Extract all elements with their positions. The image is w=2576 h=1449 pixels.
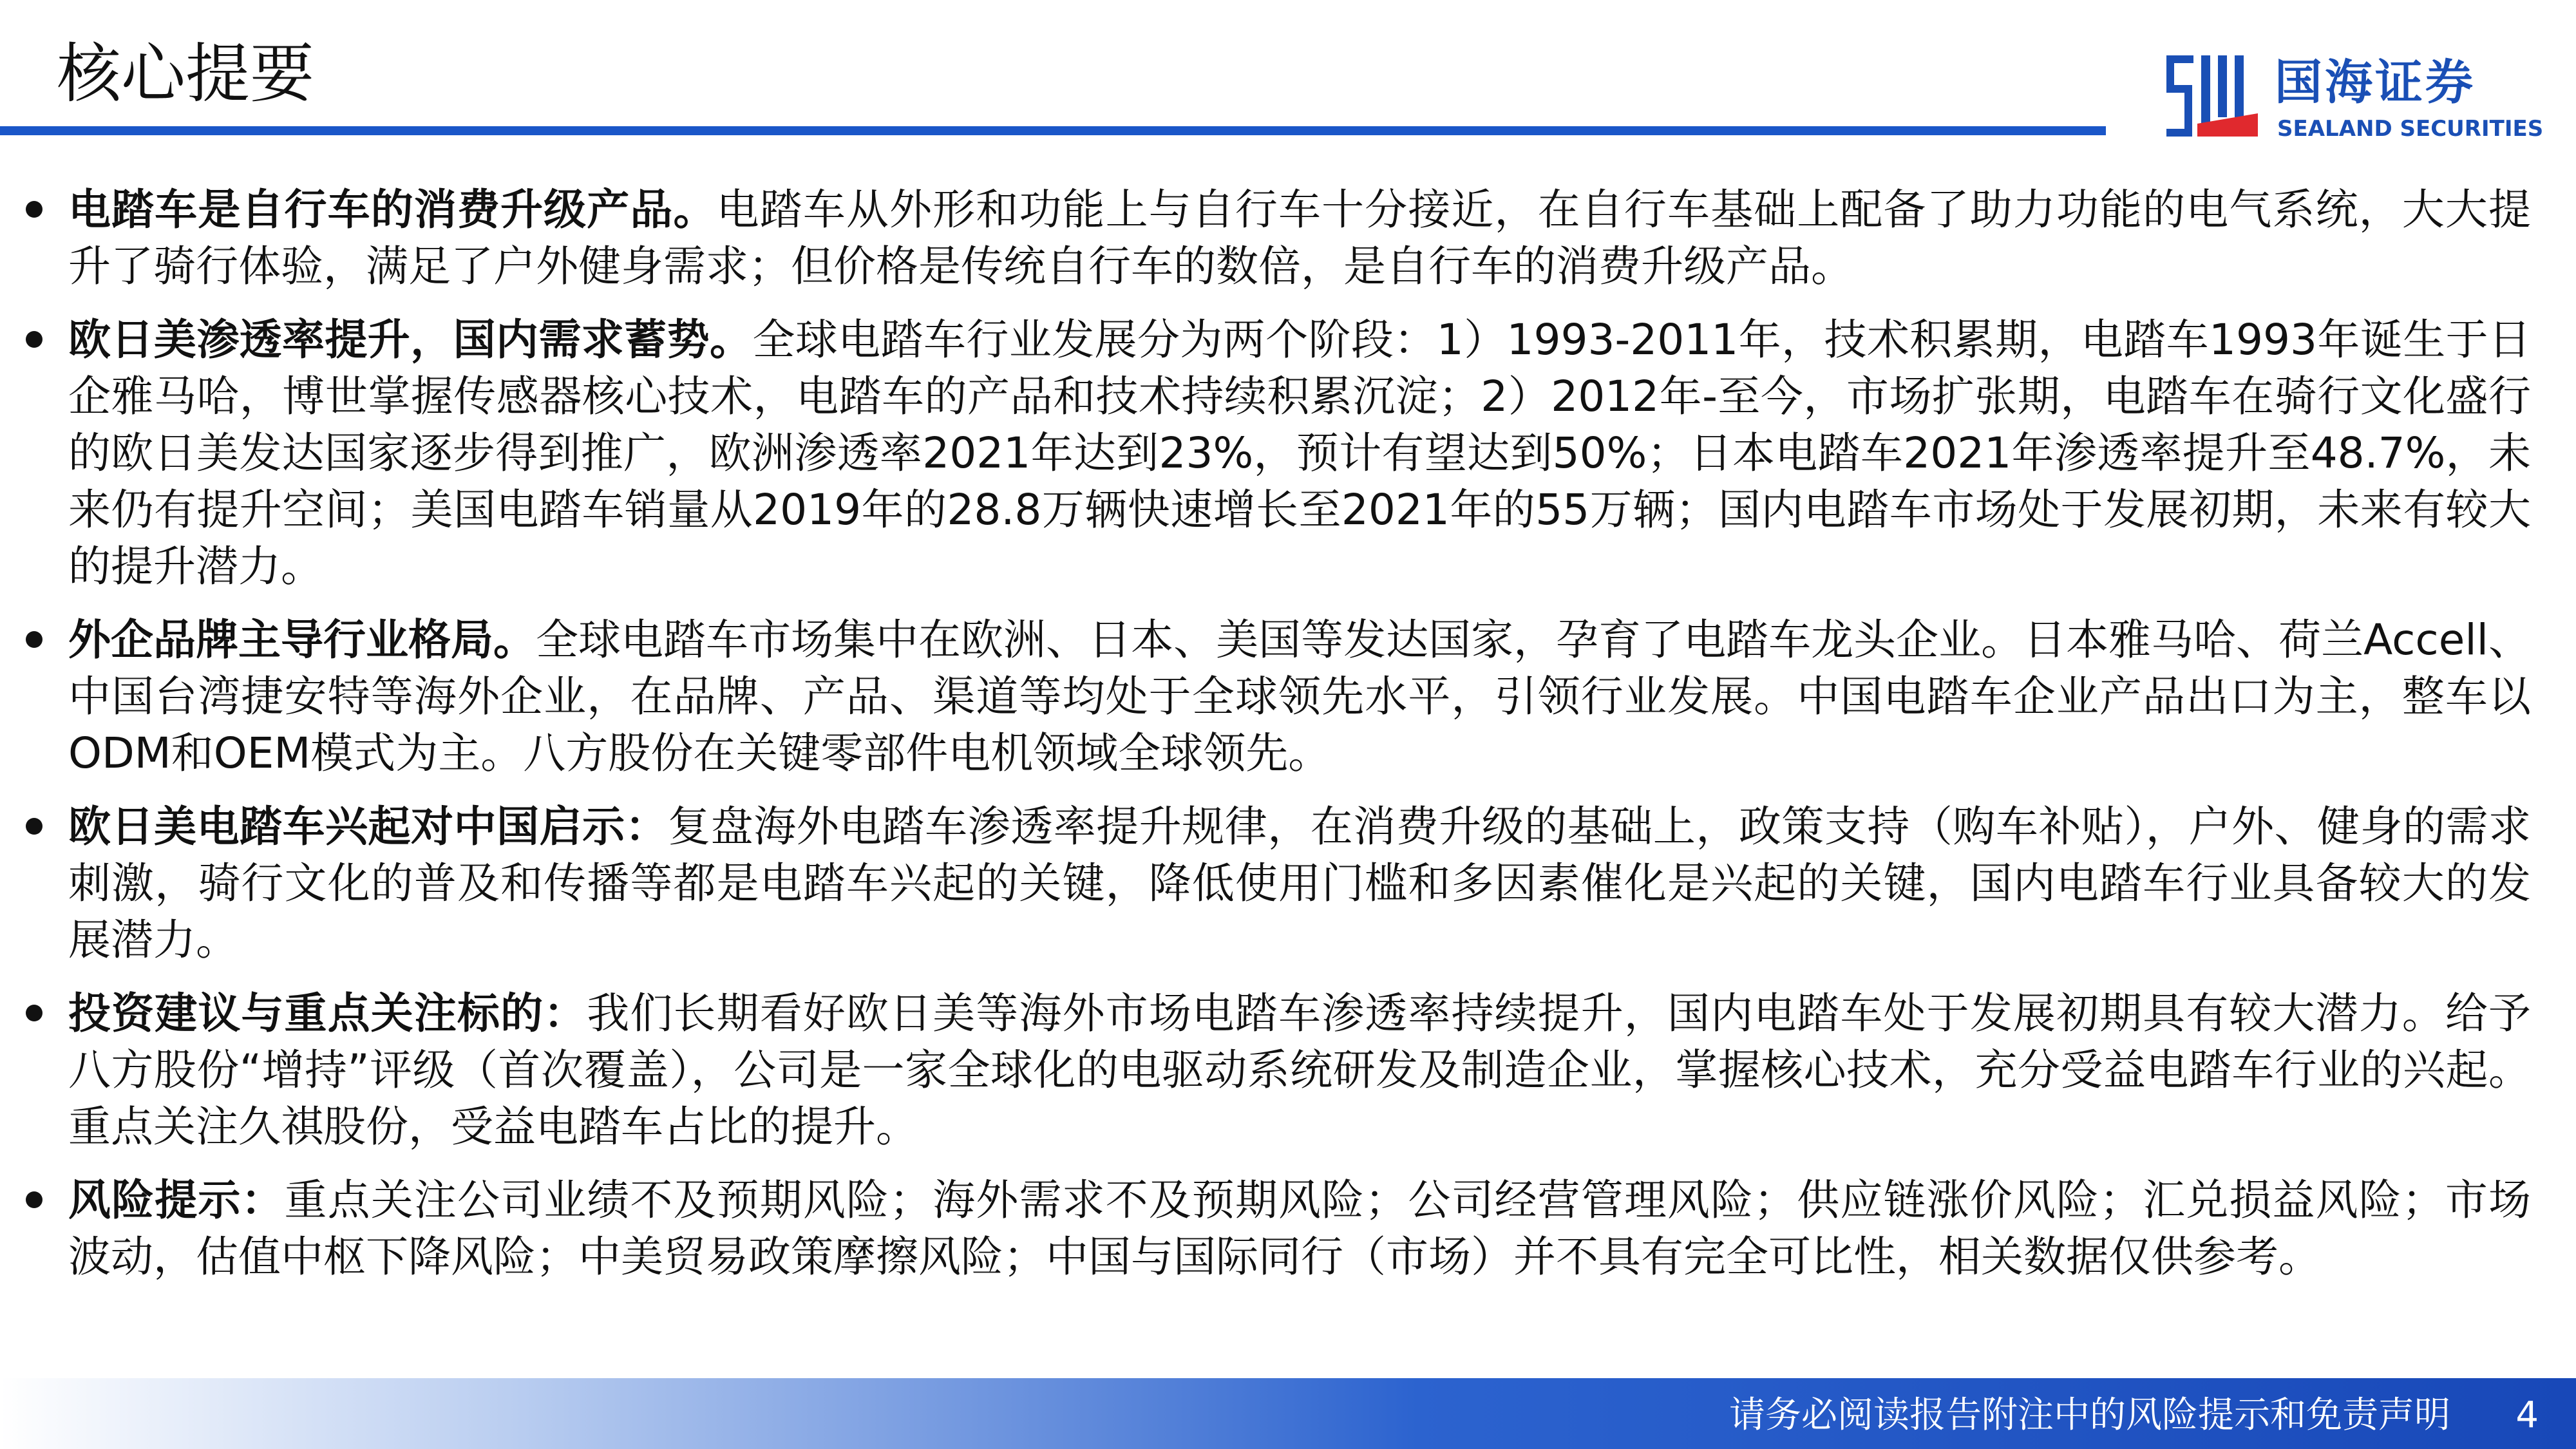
key-point-text: 重点关注公司业绩不及预期风险；海外需求不及预期风险；公司经营管理风险；供应链涨价风险；汇兑损益风险；市场波动，估值中枢下降风险；中美贸易政策摩擦风险；中国与国际同行（市场）并不具有完全可比性，相关数据仅供参考。: [68, 1175, 2532, 1282]
key-point-heading: 外企品牌主导行业格局。: [68, 615, 536, 665]
bullet-dot-icon: [26, 1191, 43, 1208]
logo-chinese-name: 国海证券: [2275, 55, 2476, 110]
key-point-heading: 投资建议与重点关注标的：: [68, 989, 587, 1038]
bullet-dot-icon: [26, 631, 43, 648]
page-title: 核心提要: [57, 36, 314, 111]
key-point-6: [19, 1172, 2531, 1285]
sealand-logo: [2164, 52, 2544, 142]
sealand-logo-mark-icon: [2164, 52, 2260, 142]
key-point-heading: 风险提示：: [68, 1175, 285, 1225]
bullet-dot-icon: [26, 201, 43, 218]
title-underline: [0, 126, 2106, 135]
key-point-4: [19, 799, 2531, 969]
page-number: 4: [2515, 1394, 2539, 1436]
key-point-2: [19, 312, 2531, 595]
bullet-dot-icon: [26, 1005, 43, 1021]
bullet-dot-icon: [26, 331, 43, 348]
key-point-text: 全球电踏车行业发展分为两个阶段：1）1993-2011年，技术积累期，电踏车1993年诞生于日企雅马哈，博世掌握传感器核心技术，电踏车的产品和技术持续积累沉淀；2）2012年-至今，市场扩张期，电踏车在骑行文化盛行的欧日美发达国家逐步得到推广，欧洲渗透率2021年达到23%，预计有望达到50%；日本电踏车2021年渗透率提升至48.7%，未来仍有提升空间；美国电踏车销量从2019年的28.8万辆快速增长至2021年的55万辆；国内电踏车市场处于发展初期，未来有较大的提升潜力。: [68, 315, 2532, 591]
footer-disclaimer: 请务必阅读报告附注中的风险提示和免责声明: [1729, 1394, 2450, 1436]
key-points-list: [19, 182, 2531, 1302]
key-point-heading: 欧日美渗透率提升，国内需求蓄势。: [68, 315, 753, 365]
key-point-text: 电踏车从外形和功能上与自行车十分接近，在自行车基础上配备了助力功能的电气系统，大大提升了骑行体验，满足了户外健身需求；但价格是传统自行车的数倍，是自行车的消费升级产品。: [68, 185, 2532, 291]
key-point-heading: 欧日美电踏车兴起对中国启示：: [68, 802, 668, 851]
key-point-text: 我们长期看好欧日美等海外市场电踏车渗透率持续提升，国内电踏车处于发展初期具有较大潜力。给予八方股份“增持”评级（首次覆盖），公司是一家全球化的电驱动系统研发及制造企业，掌握核心技术，充分受益电踏车行业的兴起。重点关注久祺股份，受益电踏车占比的提升。: [68, 989, 2532, 1151]
key-point-5: [19, 985, 2531, 1155]
key-point-1: [19, 182, 2531, 295]
bullet-dot-icon: [26, 818, 43, 835]
key-point-text: 复盘海外电踏车渗透率提升规律，在消费升级的基础上，政策支持（购车补贴），户外、健身的需求刺激，骑行文化的普及和传播等都是电踏车兴起的关键，降低使用门槛和多因素催化是兴起的关键，国内电踏车行业具备较大的发展潜力。: [68, 802, 2532, 965]
key-point-3: [19, 612, 2531, 782]
key-point-heading: 电踏车是自行车的消费升级产品。: [68, 185, 717, 234]
logo-english-name: SEALAND SECURITIES: [2277, 116, 2544, 142]
key-point-text: 全球电踏车市场集中在欧洲、日本、美国等发达国家，孕育了电踏车龙头企业。日本雅马哈、荷兰Accell、中国台湾捷安特等海外企业，在品牌、产品、渠道等均处于全球领先水平，引领行业发展。中国电踏车企业产品出口为主，整车以ODM和OEM模式为主。八方股份在关键零部件电机领域全球领先。: [68, 615, 2531, 778]
